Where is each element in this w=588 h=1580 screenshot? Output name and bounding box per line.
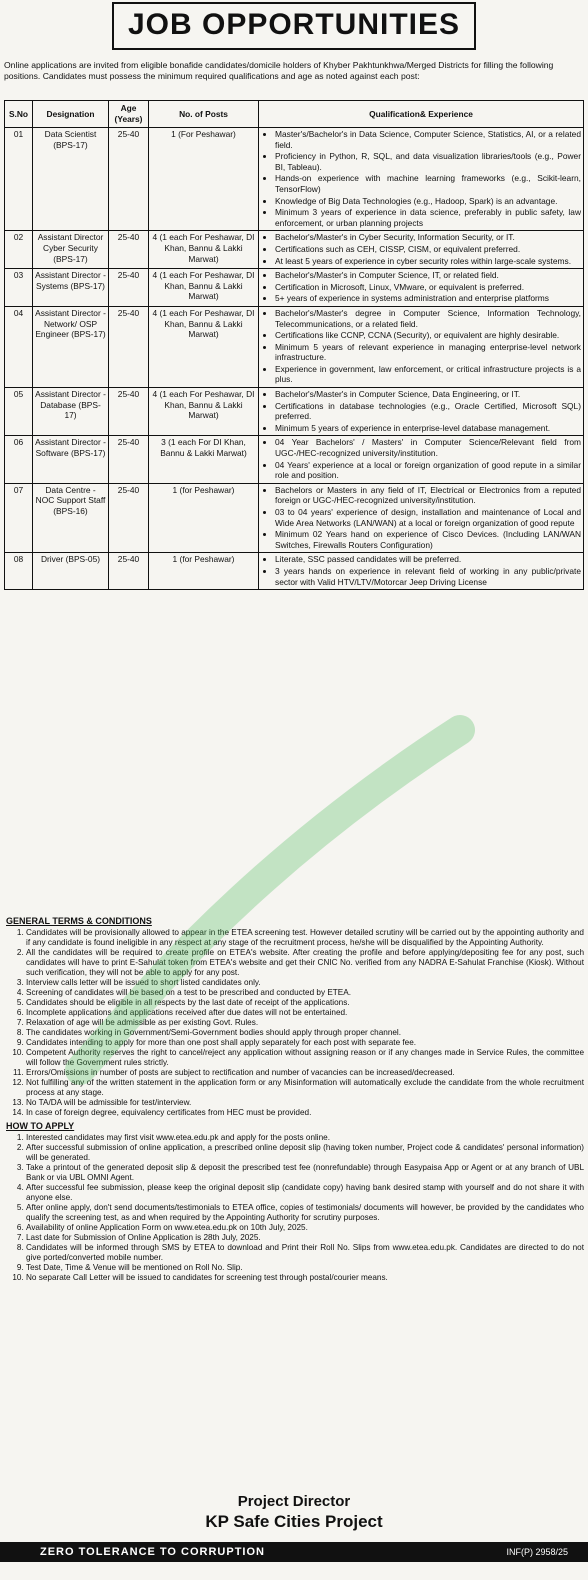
apply-item: 3. Take a printout of the generated deposit slip & deposit the prescribed test fee (nonrefundable) through Easypaisa App or Agent or at any branch of UBL Bank or via UBL OMNI Agent. — [26, 1163, 584, 1183]
apply-item: 9. Test Date, Time & Venue will be mentioned on Roll No. Slip. — [26, 1263, 584, 1273]
apply-list — [4, 1133, 584, 1283]
qualification-item: • 3 years hands on experience in relevant field of working in any public/private sector with Valid HTV/LTV/Motorcar Jeep Driving License — [275, 566, 581, 587]
apply-item: 7. Last date for Submission of Online Application is 28th July, 2025. — [26, 1233, 584, 1243]
qualification-item: • Bachelor's/Master's in Cyber Security, Information Security, or IT. — [275, 232, 581, 243]
sno-cell: 07 — [5, 483, 33, 553]
apply-item: 8. Candidates will be informed through SMS by ETEA to download and Print their Roll No. Slips from www.etea.edu.pk. Candidates are directed to do not give ported/converted mobile number. — [26, 1243, 584, 1263]
table-row — [5, 128, 584, 231]
qualification-cell — [259, 128, 584, 231]
age-cell: 25-40 — [109, 269, 149, 307]
qualification-item: • Hands-on experience with machine learning frameworks (e.g., Scikit-learn, TensorFlow) — [275, 173, 581, 194]
terms-item: 10. Competent Authority reserves the right to cancel/reject any application without assigning reason or if any changes made in Service Rules, the committee will follow the Government rules strictly. — [26, 1048, 584, 1068]
designation-cell: Assistant Director - Software (BPS-17) — [33, 436, 109, 483]
age-cell: 25-40 — [109, 483, 149, 553]
qualification-item: • Certifications in database technologies (e.g., Oracle Certified, Microsoft SQL) preferred. — [275, 401, 581, 422]
qualification-list — [261, 129, 581, 228]
qualification-item: • Bachelor's/Master's in Computer Science, IT, or related field. — [275, 270, 581, 281]
signatory-title: Project Director — [237, 1493, 351, 1510]
qualification-list — [261, 485, 581, 551]
qualification-item: • Minimum 5 years of relevant experience in managing enterprise-level network infrastructure. — [275, 342, 581, 363]
table-row — [5, 269, 584, 307]
qualification-cell — [259, 436, 584, 483]
designation-cell: Assistant Director - Systems (BPS-17) — [33, 269, 109, 307]
designation-cell: Assistant Director - Network/ OSP Engineer (BPS-17) — [33, 306, 109, 387]
terms-item: 13. No TA/DA will be admissible for test/interview. — [26, 1098, 584, 1108]
apply-item: 5. After online apply, don't send documents/testimonials to ETEA office, copies of testimonials/ documents will however, be provided by the candidates who qualify the screening test, as and when required by the Appointing Authority for scrutiny purposes. — [26, 1203, 584, 1223]
age-cell: 25-40 — [109, 388, 149, 436]
age-cell: 25-40 — [109, 128, 149, 231]
designation-cell: Assistant Director Cyber Security (BPS-17) — [33, 231, 109, 269]
qualification-item: • 5+ years of experience in systems administration and enterprise platforms — [275, 293, 581, 304]
qualification-item: • Certifications like CCNP, CCNA (Security), or equivalent are highly desirable. — [275, 330, 581, 341]
posts-cell: 4 (1 each For Peshawar, DI Khan, Bannu & Lakki Marwat) — [149, 306, 259, 387]
terms-item: 4. Screening of candidates will be based on a test to be prescribed and conducted by ETEA. — [26, 988, 584, 998]
terms-item: 11. Errors/Omissions in number of posts are subject to rectification and number of vacancies can be increased/decreased. — [26, 1068, 584, 1078]
posts-cell: 3 (1 each For DI Khan, Bannu & Lakki Marwat) — [149, 436, 259, 483]
jobs-table-body — [5, 128, 584, 590]
terms-item: 2. All the candidates will be required to create profile on ETEA's website. After creating the profile and before applying/depositing fee for any post, such candidates will have to print E-Sahulat token from ETEA's website and get their CNIC No. verified from any NADRA E-Sahulat Franchise (Kiosk). Without such verification, they will not be able to apply for any post. — [26, 948, 584, 978]
sno-cell: 01 — [5, 128, 33, 231]
apply-heading: HOW TO APPLY — [6, 1121, 75, 1131]
table-row — [5, 436, 584, 483]
designation-cell: Assistant Director - Database (BPS-17) — [33, 388, 109, 436]
header-qualification: Qualification& Experience — [259, 101, 584, 128]
posts-cell: 4 (1 each For Peshawar, DI Khan, Bannu & Lakki Marwat) — [149, 388, 259, 436]
posts-cell: 4 (1 each For Peshawar, DI Khan, Bannu & Lakki Marwat) — [149, 231, 259, 269]
jobs-table — [4, 100, 584, 590]
table-row — [5, 483, 584, 553]
terms-item: 9. Candidates intending to apply for more than one post shall apply separately for each post with separate fee. — [26, 1038, 584, 1048]
qualification-cell — [259, 269, 584, 307]
terms-item: 3. Interview calls letter will be issued to short listed candidates only. — [26, 978, 584, 988]
terms-and-apply — [4, 914, 584, 1283]
qualification-cell — [259, 388, 584, 436]
terms-heading: GENERAL TERMS & CONDITIONS — [6, 916, 152, 926]
table-row — [5, 388, 584, 436]
qualification-list — [261, 270, 581, 304]
header-designation: Designation — [33, 101, 109, 128]
qualification-item: • 03 to 04 years' experience of design, installation and maintenance of Local and Wide Area Networks (LAN/WAN) at a local or foreign organization of good repute — [275, 507, 581, 528]
page-title: JOB OPPORTUNITIES — [112, 2, 476, 50]
terms-list — [4, 928, 584, 1118]
terms-item: 12. Not fulfilling any of the written statement in the application form or any Misinformation will automatically exclude the candidate from the whole recruitment process at any stage. — [26, 1078, 584, 1098]
apply-item: 1. Interested candidates may first visit www.etea.edu.pk and apply for the posts online. — [26, 1133, 584, 1143]
header-sno: S.No — [5, 101, 33, 128]
sno-cell: 04 — [5, 306, 33, 387]
qualification-item: • Certifications such as CEH, CISSP, CISM, or equivalent preferred. — [275, 244, 581, 255]
qualification-list — [261, 437, 581, 480]
qualification-list — [261, 308, 581, 385]
qualification-item: • 04 Years' experience at a local or foreign organization of good repute in a similar role and position. — [275, 460, 581, 481]
footer-reference: INF(P) 2958/25 — [506, 1547, 568, 1557]
qualification-item: • Experience in government, law enforcement, or critical infrastructure projects is a plus. — [275, 364, 581, 385]
age-cell: 25-40 — [109, 553, 149, 590]
signature-block — [0, 1493, 588, 1533]
table-row — [5, 231, 584, 269]
qualification-item: • At least 5 years of experience in cyber security roles within large-scale systems. — [275, 256, 581, 267]
qualification-item: • Bachelors or Masters in any field of IT, Electrical or Electronics from a reputed foreign or UGC-/HEC-recognized university/institution. — [275, 485, 581, 506]
qualification-item: • Bachelor's/Master's degree in Computer Science, Information Technology, Telecommunications, or a related field. — [275, 308, 581, 329]
qualification-item: • Literate, SSC passed candidates will be preferred. — [275, 554, 581, 565]
apply-item: 6. Availability of online Application Form on www.etea.edu.pk on 10th July, 2025. — [26, 1223, 584, 1233]
terms-item: 6. Incomplete applications and applications received after due dates will not be entertained. — [26, 1008, 584, 1018]
qualification-list — [261, 232, 581, 266]
posts-cell: 4 (1 each For Peshawar, DI Khan, Bannu & Lakki Marwat) — [149, 269, 259, 307]
qualification-item: • Minimum 3 years of experience in data science, preferably in public safety, law enforcement, or urban planning projects — [275, 207, 581, 228]
qualification-item: • Proficiency in Python, R, SQL, and data visualization libraries/tools (e.g., Power BI, Tableau). — [275, 151, 581, 172]
sno-cell: 06 — [5, 436, 33, 483]
organization-name: KP Safe Cities Project — [205, 1512, 383, 1531]
qualification-item: • Master's/Bachelor's in Data Science, Computer Science, Statistics, AI, or a related field. — [275, 129, 581, 150]
qualification-item: • Minimum 02 Years hand on experience of Cisco Devices. (Including LAN/WAN Switches, Firewalls Routers Configuration) — [275, 529, 581, 550]
sno-cell: 05 — [5, 388, 33, 436]
qualification-list — [261, 389, 581, 433]
apply-item: 10. No separate Call Letter will be issued to candidates for screening test through postal/courier means. — [26, 1273, 584, 1283]
terms-item: 1. Candidates will be provisionally allowed to appear in the ETEA screening test. However detailed scrutiny will be carried out by the appointing authority and if any candidate is found ineligible in any respect at any stage of the recruitment process, he/she will be disqualified by the Appointing Authority. — [26, 928, 584, 948]
sno-cell: 08 — [5, 553, 33, 590]
apply-item: 4. After successful fee submission, please keep the original deposit slip (candidate copy) having bank desired stamp with yourself and do not share it with anyone else. — [26, 1183, 584, 1203]
designation-cell: Data Scientist (BPS-17) — [33, 128, 109, 231]
qualification-item: • 04 Year Bachelors' / Masters' in Computer Science/Relevant field from UGC-/HEC-recognized university/institution. — [275, 437, 581, 458]
posts-cell: 1 (for Peshawar) — [149, 553, 259, 590]
qualification-item: • Minimum 5 years of experience in enterprise-level database management. — [275, 423, 581, 434]
posts-cell: 1 (For Peshawar) — [149, 128, 259, 231]
footer-bar — [0, 1542, 588, 1562]
intro-paragraph: Online applications are invited from eligible bonafide candidates/domicile holders of Khyber Pakhtunkhwa/Merged Districts for filling the following positions. Candidates must possess the minimum required qualifications and age as noted against each post: — [4, 60, 554, 81]
table-header-row — [5, 101, 584, 128]
header-posts: No. of Posts — [149, 101, 259, 128]
table-row — [5, 553, 584, 590]
terms-item: 5. Candidates should be eligible in all respects by the last date of receipt of the applications. — [26, 998, 584, 1008]
title-area — [0, 0, 588, 52]
terms-item: 7. Relaxation of age will be admissible as per existing Govt. Rules. — [26, 1018, 584, 1028]
apply-item: 2. After successful submission of online application, a prescribed online deposit slip (having token number, Project code & candidates' personal information) will be generated. — [26, 1143, 584, 1163]
qualification-item: • Certification in Microsoft, Linux, VMware, or equivalent is preferred. — [275, 282, 581, 293]
table-row — [5, 306, 584, 387]
qualification-item: • Knowledge of Big Data Technologies (e.g., Hadoop, Spark) is an advantage. — [275, 196, 581, 207]
age-cell: 25-40 — [109, 436, 149, 483]
terms-item: 14. In case of foreign degree, equivalency certificates from HEC must be provided. — [26, 1108, 584, 1118]
sno-cell: 03 — [5, 269, 33, 307]
designation-cell: Data Centre - NOC Support Staff (BPS-16) — [33, 483, 109, 553]
header-age: Age (Years) — [109, 101, 149, 128]
qualification-cell — [259, 483, 584, 553]
qualification-cell — [259, 231, 584, 269]
designation-cell: Driver (BPS-05) — [33, 553, 109, 590]
sno-cell: 02 — [5, 231, 33, 269]
qualification-cell — [259, 553, 584, 590]
age-cell: 25-40 — [109, 231, 149, 269]
terms-item: 8. The candidates working in Government/Semi-Government bodies should apply through proper channel. — [26, 1028, 584, 1038]
age-cell: 25-40 — [109, 306, 149, 387]
qualification-list — [261, 554, 581, 587]
qualification-item: • Bachelor's/Master's in Computer Science, Data Engineering, or IT. — [275, 389, 581, 400]
footer-slogan: ZERO TOLERANCE TO CORRUPTION — [40, 1546, 265, 1558]
posts-cell: 1 (for Peshawar) — [149, 483, 259, 553]
qualification-cell — [259, 306, 584, 387]
